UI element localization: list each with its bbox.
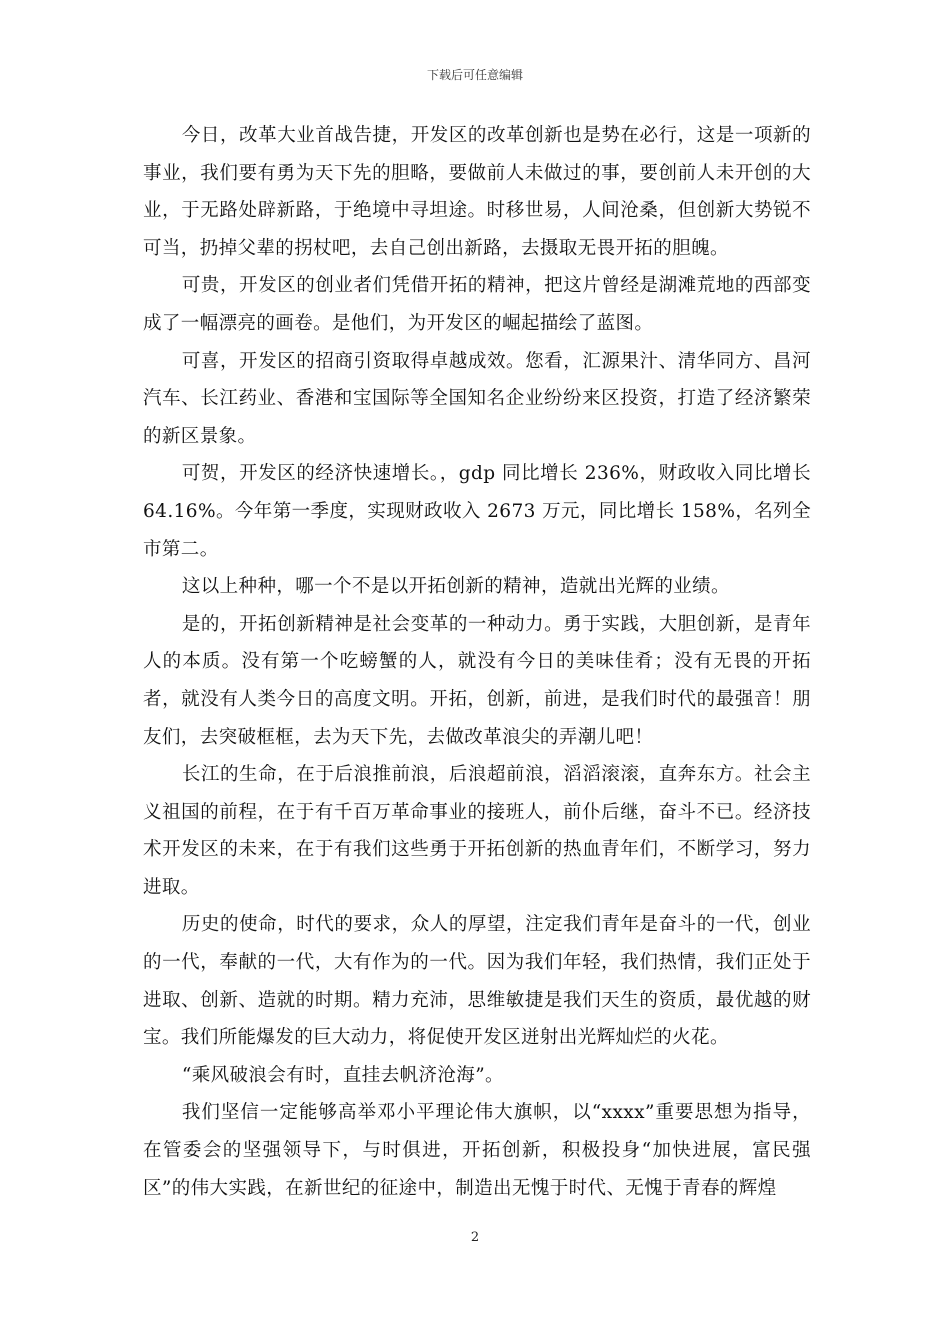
paragraph: 今日，改革大业首战告捷，开发区的改革创新也是势在必行，这是一项新的事业，我们要有勇为天下先的胆略，要做前人未做过的事，要创前人未开创的大业，于无路处辟新路，于绝境中寻坦途。时移世易，人间沧桑，但创新大势锐不可当，扔掉父辈的拐杖吧，去自己创出新路，去摄取无畏开拓的胆魄。 — [143, 125, 811, 259]
paragraph: 这以上种种，哪一个不是以开拓创新的精神，造就出光辉的业绩。 — [181, 576, 730, 598]
paragraph: 长江的生命，在于后浪推前浪，后浪超前浪，滔滔滚滚，直奔东方。社会主义祖国的前程，在于有千百万革命事业的接班人，前仆后继，奋斗不已。经济技术开发区的未来，在于有我们这些勇于开拓创新的热血青年们，不断学习，努力进取。 — [143, 764, 811, 898]
paragraph: 我们坚信一定能够高举邓小平理论伟大旗帜，以“xxxx”重要思想为指导，在管委会的坚强领导下，与时俱进，开拓创新，积极投身“加快进展，富民强区”的伟大实践，在新世纪的征途中，制造出无愧于时代、无愧于青春的辉煌 — [143, 1102, 811, 1199]
page-number: 2 — [470, 1230, 480, 1245]
paragraph: 历史的使命，时代的要求，众人的厚望，注定我们青年是奋斗的一代，创业的一代，奉献的一代，大有作为的一代。因为我们年轻，我们热情，我们正处于进取、创新、造就的时期。精力充沛，思维敏捷是我们天生的资质，最优越的财宝。我们所能爆发的巨大动力，将促使开发区迸射出光辉灿烂的火花。 — [143, 914, 811, 1049]
paragraph: 可喜，开发区的招商引资取得卓越成效。您看，汇源果汁、清华同方、昌河汽车、长江药业、香港和宝国际等全国知名企业纷纷来区投资，打造了经济繁荣的新区景象。 — [143, 350, 811, 447]
page-header: 下载后可任意编辑 — [426, 68, 523, 82]
paragraph: 是的，开拓创新精神是社会变革的一种动力。勇于实践，大胆创新，是青年人的本质。没有第一个吃螃蟹的人，就没有今日的美味佳肴；没有无畏的开拓者，就没有人类今日的高度文明。开拓，创新，前进，是我们时代的最强音！朋友们，去突破框框，去为天下先，去做改革浪尖的弄潮儿吧！ — [143, 613, 811, 748]
paragraph: 可贵，开发区的创业者们凭借开拓的精神，把这片曾经是湖滩荒地的西部变成了一幅漂亮的画卷。是他们，为开发区的崛起描绘了蓝图。 — [143, 275, 811, 334]
paragraph: “乘风破浪会有时，直挂去帆济沧海”。 — [181, 1064, 504, 1086]
paragraph: 可贺，开发区的经济快速增长。，gdp 同比增长 236%，财政收入同比增长 64.16%。今年第一季度，实现财政收入 2673 万元，同比增长 158%，名列全市第二。 — [143, 463, 811, 560]
document-body — [143, 117, 811, 1207]
